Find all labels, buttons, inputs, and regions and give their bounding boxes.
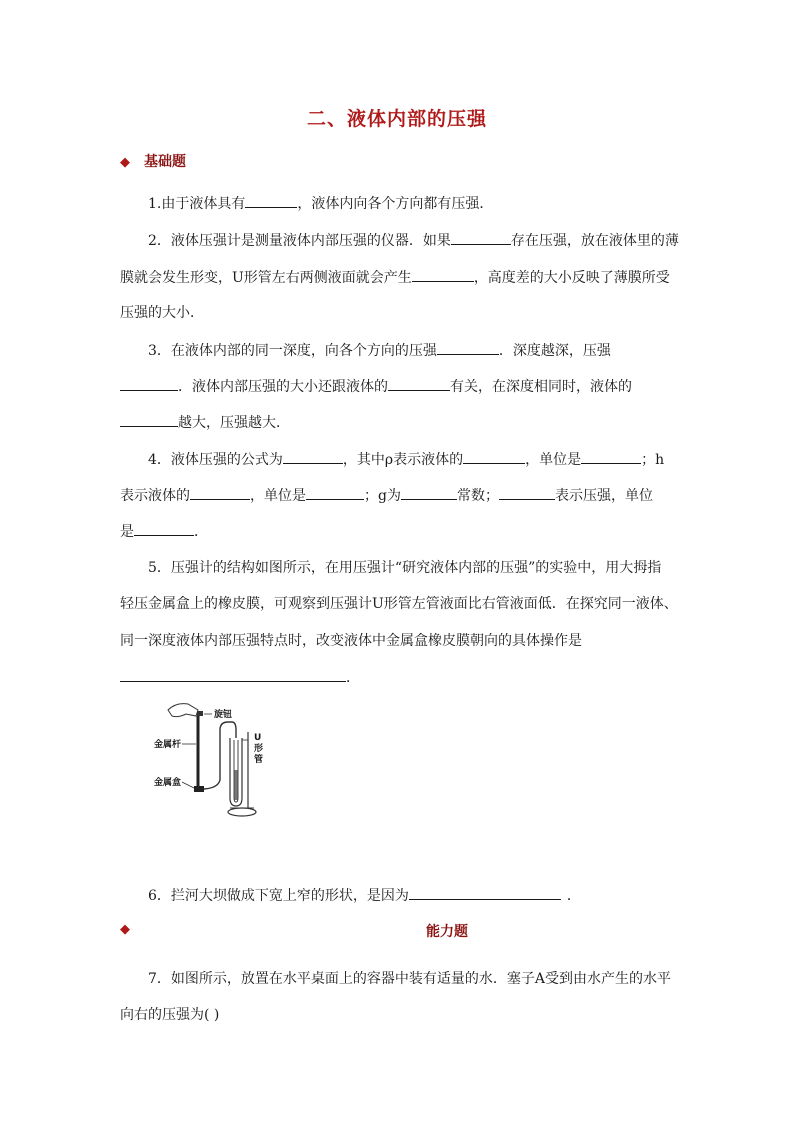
rod-label: 金属杆: [154, 740, 182, 750]
q4-text-e: 表示液体的: [120, 488, 190, 504]
section-basic-label: 基础题: [144, 154, 186, 170]
question-6: [148, 885, 675, 906]
question-7-line-2: 向右的压强为( ): [120, 1007, 220, 1023]
q2-blank-1[interactable]: [451, 230, 511, 245]
section-basic: [120, 151, 186, 171]
pressure-gauge-diagram: [150, 700, 280, 820]
q4-text-a: 4．液体压强的公式为: [148, 452, 283, 468]
q6-text-a: 6．拦河大坝做成下宽上窄的形状，是因为: [148, 888, 409, 904]
question-3-line-1: [148, 340, 675, 361]
q2-text-c: 膜就会发生形变，U形管左右两侧液面就会产生: [120, 270, 412, 286]
question-3-line-3: [120, 412, 675, 433]
utube-label-3: 管: [254, 755, 264, 765]
q4-blank-8[interactable]: [134, 521, 194, 536]
q2-text-b: 存在压强，放在液体里的薄: [510, 233, 679, 249]
q4-blank-3[interactable]: [581, 449, 641, 464]
q2-text-d: ，高度差的大小反映了薄膜所受: [473, 270, 670, 286]
diamond-icon: ◆: [120, 922, 130, 937]
question-4-line-1: [148, 449, 675, 470]
question-7-line-1: 7．如图所示，放置在水平桌面上的容器中装有适量的水．塞子A受到由水产生的水平: [148, 971, 672, 987]
q3-text-b: ．深度越深，压强: [498, 343, 611, 359]
question-2-line-3: 压强的大小．: [120, 305, 204, 321]
q1-text-b: ，液体内向各个方向都有压强．: [297, 196, 494, 212]
page-title: 二、液体内部的压强: [306, 108, 487, 130]
question-4-line-3: [120, 521, 675, 542]
question-5-line-4: [120, 667, 675, 688]
q3-blank-2[interactable]: [120, 376, 178, 391]
q4-blank-7[interactable]: [499, 485, 555, 500]
q2-text-a: 2．液体压强计是测量液体内部压强的仪器．如果: [148, 233, 451, 249]
q3-text-e: 越大，压强越大．: [178, 415, 290, 431]
q1-text-a: 1.由于液体具有: [148, 196, 246, 212]
section-ability-label: 能力题: [426, 924, 468, 940]
rubber-tube-icon: [204, 722, 236, 789]
question-5-line-3: 同一深度液体内部压强特点时，改变液体中金属盒橡皮膜朝向的具体操作是: [120, 633, 582, 649]
pressure-gauge-figure: [150, 700, 280, 820]
q4-blank-2[interactable]: [463, 449, 525, 464]
section-ability-marker: [120, 921, 144, 937]
knob-label: 旋钮: [214, 710, 233, 720]
utube-label-1: U: [254, 733, 262, 743]
question-1: [148, 193, 675, 214]
q4-text-i: 表示压强，单位: [554, 488, 653, 504]
q3-blank-3[interactable]: [388, 376, 450, 391]
diamond-icon: ◆: [120, 155, 130, 170]
question-5-line-2: 轻压金属盒上的橡皮膜，可观察到压强计U形管左管液面比右管液面低．在探究同一液体、: [120, 596, 678, 612]
knob-icon: [197, 711, 203, 716]
stand-base-icon: [228, 808, 256, 816]
question-2-line-1: [148, 230, 679, 251]
q4-text-j: 是: [120, 524, 134, 540]
box-label: 金属盒: [154, 778, 182, 788]
q4-text-b: ，其中ρ表示液体的: [342, 452, 464, 468]
q3-blank-1[interactable]: [437, 340, 499, 355]
q1-blank[interactable]: [245, 193, 297, 208]
q4-blank-6[interactable]: [401, 485, 457, 500]
q4-text-h: 常数；: [456, 488, 499, 504]
q6-text-b: ．: [566, 888, 581, 904]
q4-text-g: ；g为: [364, 488, 401, 504]
q5-text-end: ．: [346, 670, 360, 686]
metal-box-icon: [194, 786, 204, 792]
q3-blank-4[interactable]: [120, 412, 178, 427]
q4-text-c: ，单位是: [525, 452, 582, 468]
utube-label-2: 形: [254, 744, 264, 754]
q4-blank-4[interactable]: [190, 485, 250, 500]
q4-text-k: ．: [194, 524, 208, 540]
q5-blank[interactable]: [120, 667, 346, 682]
q3-text-d: 有关，在深度相同时，液体的: [450, 379, 632, 395]
q6-blank[interactable]: [409, 885, 561, 900]
q2-blank-2[interactable]: [412, 267, 474, 282]
question-4-line-2: [120, 485, 675, 506]
question-3-line-2: [120, 376, 675, 397]
q3-text-a: 3．在液体内部的同一深度，向各个方向的压强: [148, 343, 437, 359]
q4-blank-1[interactable]: [283, 449, 343, 464]
question-5-line-1: 5．压强计的结构如图所示，在用压强计“研究液体内部的压强”的实验中，用大拇指: [148, 560, 662, 576]
q4-blank-5[interactable]: [306, 485, 364, 500]
q3-text-c: ．液体内部压强的大小还跟液体的: [178, 379, 388, 395]
q4-text-d: ；h: [641, 452, 665, 468]
hand-icon: [168, 704, 198, 717]
q4-text-f: ，单位是: [250, 488, 306, 504]
question-2-line-2: [120, 267, 675, 288]
